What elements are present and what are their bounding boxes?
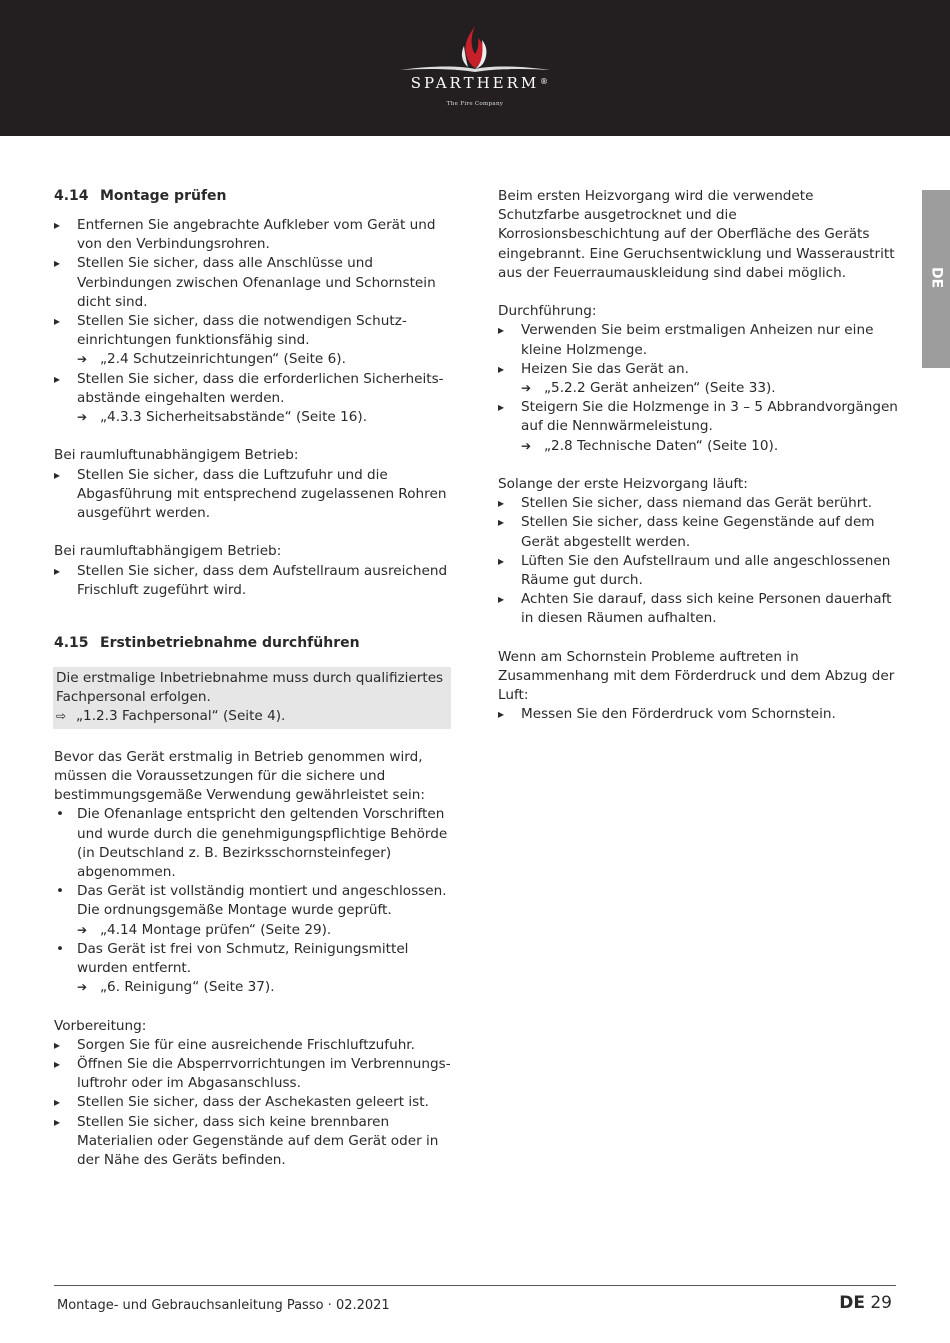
intro-paragraph: Bevor das Gerät erstmalig in Betrieb genommen wird, müssen die Voraussetzungen für die sichere und bestimmungsgemäße Verwendung gewährleistet sein: xyxy=(54,748,425,804)
cross-reference-link[interactable]: ➔ „4.14 Montage prüfen“ (Seite 29). xyxy=(54,921,454,940)
cross-reference-link[interactable]: ➔ „2.8 Technische Daten“ (Seite 10). xyxy=(498,437,898,456)
list-item: ▸ Öffnen Sie die Absperrvorrichtungen im Verbrennungs-luftrohr oder im Abgasanschluss. xyxy=(54,1055,454,1093)
registered-mark: ® xyxy=(540,77,548,86)
paragraph-label: Solange der erste Heizvorgang läuft: xyxy=(498,476,748,493)
spartherm-logo xyxy=(398,22,552,112)
list-item: ▸ Stellen Sie sicher, dass dem Aufstellraum ausreichend Frischluft zugeführt wird. xyxy=(54,562,454,600)
cross-reference-link[interactable]: ➔ „4.3.3 Sicherheitsabstände“ (Seite 16). xyxy=(54,408,454,427)
language-tab-label: DE xyxy=(928,267,945,289)
right-column xyxy=(498,187,898,725)
flame-icon xyxy=(398,22,552,82)
procedure-list xyxy=(498,398,898,436)
paragraph-label: Bei raumluftunabhängigem Betrieb: xyxy=(54,447,299,464)
list-item: ▸ Stellen Sie sicher, dass der Aschekasten geleert ist. xyxy=(54,1093,454,1112)
section-title: Montage prüfen xyxy=(100,188,227,204)
list-item: ▸ Verwenden Sie beim erstmaligen Anheizen nur eine kleine Holzmenge. xyxy=(498,321,898,359)
brand-name: SPARTHERM xyxy=(410,74,540,92)
list-item: ▸ Steigern Sie die Holzmenge in 3 – 5 Abbrandvorgängen auf die Nennwärmeleistung. xyxy=(498,398,898,436)
list-item-text: Stellen Sie sicher, dass die notwendigen Schutz-einrichtungen funktionsfähig sind. xyxy=(77,313,407,349)
check-list xyxy=(54,216,454,350)
list-item: ▸ Lüften Sie den Aufstellraum und alle angeschlossenen Räume gut durch. xyxy=(498,552,898,590)
cross-reference-link[interactable]: ➔ „6. Reinigung“ (Seite 37). xyxy=(54,978,454,997)
requirements-list xyxy=(54,805,454,920)
list-item: ▸ Stellen Sie sicher, dass niemand das Gerät berührt. xyxy=(498,494,898,513)
section-number: 4.15 xyxy=(54,635,89,652)
paragraph-label: Wenn am Schornstein Probleme auftreten in Zusammenhang mit dem Förderdruck und dem Abzug der Luft: xyxy=(498,648,895,704)
language-tab xyxy=(922,190,950,368)
list-item: ▸ Sorgen Sie für eine ausreichende Frischluftzufuhr. xyxy=(54,1036,454,1055)
footer-page-number xyxy=(839,1294,892,1313)
preparation-list xyxy=(54,1036,454,1170)
section-heading-4-15 xyxy=(54,634,454,653)
list-item: • Das Gerät ist frei von Schmutz, Reinigungsmittel wurden entfernt. xyxy=(54,940,454,978)
list-item: ▸ Messen Sie den Förderdruck vom Schornstein. xyxy=(498,705,898,724)
notice-reference-link[interactable]: ⇨ „1.2.3 Fachpersonal“ (Seite 4). xyxy=(56,707,448,726)
footer-document-title: Montage- und Gebrauchsanleitung Passo · 02.2021 xyxy=(57,1298,390,1313)
list-item: ▸ Stellen Sie sicher, dass keine Gegenstände auf dem Gerät abgestellt werden. xyxy=(498,513,898,551)
check-list xyxy=(54,466,454,524)
safety-list xyxy=(498,494,898,628)
paragraph-label: Vorbereitung: xyxy=(54,1017,147,1034)
list-item: ▸ Stellen Sie sicher, dass sich keine brennbaren Materialien oder Gegenstände auf dem Gerät oder in der Nähe des Geräts befinden. xyxy=(54,1113,454,1171)
chimney-list xyxy=(498,705,898,724)
section-number: 4.14 xyxy=(54,188,89,204)
list-item xyxy=(54,312,454,350)
paragraph-label: Durchführung: xyxy=(498,303,597,320)
cross-reference-link[interactable]: ➔ „5.2.2 Gerät anheizen“ (Seite 33). xyxy=(498,379,898,398)
page-header xyxy=(0,0,950,136)
footer-language: DE xyxy=(839,1293,865,1313)
page-number: 29 xyxy=(870,1293,892,1313)
cross-reference-link[interactable]: ➔ „2.4 Schutzeinrichtungen“ (Seite 6). xyxy=(54,350,454,369)
check-list xyxy=(54,562,454,600)
left-column xyxy=(54,187,454,1170)
section-title: Erstinbetriebnahme durchführen xyxy=(100,635,360,652)
notice-box xyxy=(53,667,451,729)
requirements-list xyxy=(54,940,454,978)
list-item: ▸ Stellen Sie sicher, dass die Luftzufuhr und die Abgasführung mit entsprechend zugelassenen Rohren ausgeführt werden. xyxy=(54,466,454,524)
list-item: ▸ Stellen Sie sicher, dass alle Anschlüsse und Verbindungen zwischen Ofenanlage und Schornstein dicht sind. xyxy=(54,254,454,312)
list-item: • Das Gerät ist vollständig montiert und angeschlossen. Die ordnungsgemäße Montage wurde geprüft. xyxy=(54,882,454,920)
paragraph-label: Bei raumluftabhängigem Betrieb: xyxy=(54,543,282,560)
section-heading-4-14 xyxy=(54,187,454,206)
intro-paragraph: Beim ersten Heizvorgang wird die verwendete Schutzfarbe ausgetrocknet und die Korrosionsbeschichtung auf der Oberfläche des Geräts eingebrannt. Eine Geruchsentwicklung und Wasseraustritt aus der Feuerraumauskleidung sind dabei möglich. xyxy=(498,188,895,281)
notice-text: Die erstmalige Inbetriebnahme muss durch qualifiziertes Fachpersonal erfolgen. xyxy=(56,670,444,706)
list-item: ▸ Heizen Sie das Gerät an. xyxy=(498,360,898,379)
list-item: ▸ Stellen Sie sicher, dass die erforderlichen Sicherheits-abstände eingehalten werden. xyxy=(54,370,454,408)
list-item: ▸ Entfernen Sie angebrachte Aufkleber vom Gerät und von den Verbindungsrohren. xyxy=(54,216,454,254)
list-item: ▸ Achten Sie darauf, dass sich keine Personen dauerhaft in diesen Räumen aufhalten. xyxy=(498,590,898,628)
check-list xyxy=(54,370,454,408)
brand-tagline: The Fire Company xyxy=(446,101,504,107)
list-item: • Die Ofenanlage entspricht den geltenden Vorschriften und wurde durch die genehmigungspflichtige Behörde (in Deutschland z. B. Bezirksschornsteinfeger) abgenommen. xyxy=(54,805,454,882)
procedure-list xyxy=(498,321,898,379)
footer-divider xyxy=(54,1285,896,1286)
